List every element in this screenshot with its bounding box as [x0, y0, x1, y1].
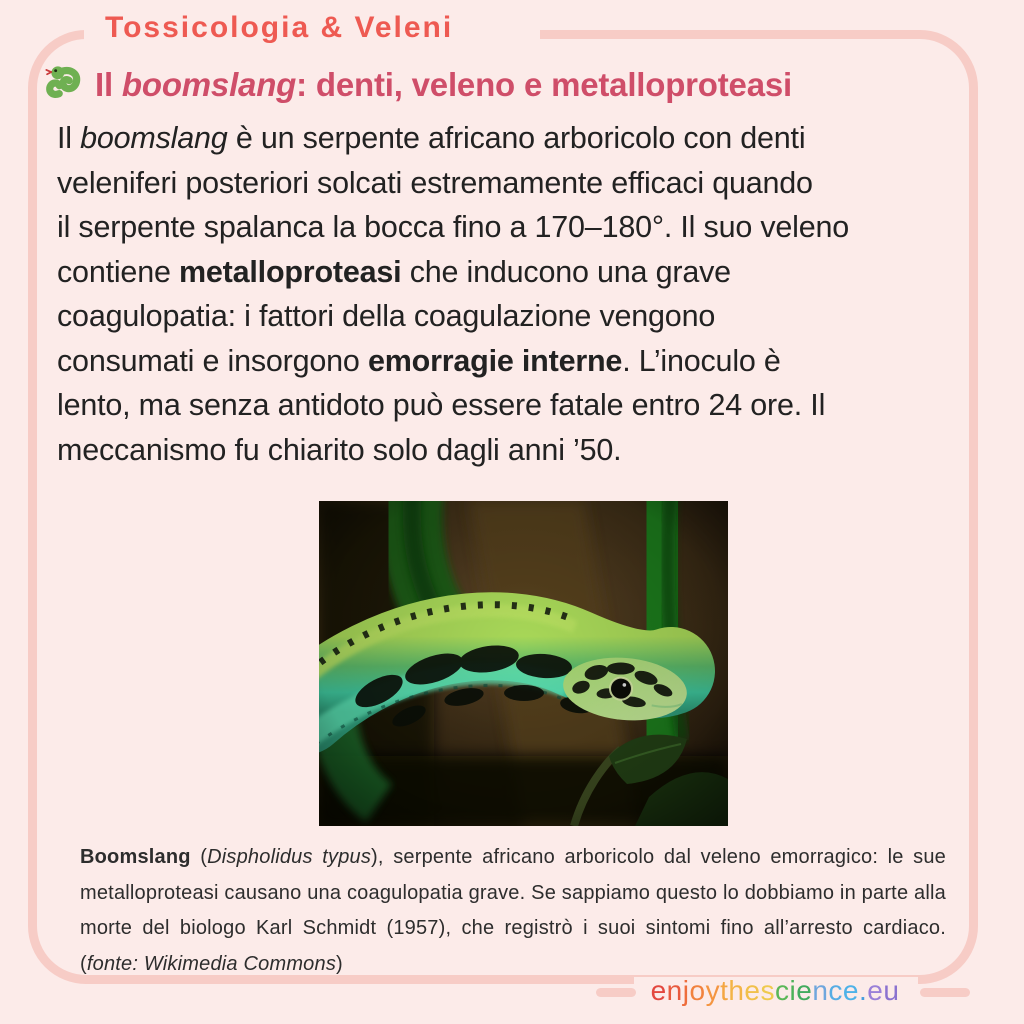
headline	[42, 62, 792, 108]
logo-letter: .	[858, 975, 868, 1006]
body-paragraph	[57, 116, 992, 472]
logo-letter: y	[705, 975, 721, 1006]
text-segment: lento, ma senza antidoto può essere fatale entro 24 ore. Il	[57, 388, 826, 422]
logo-letter: e	[744, 975, 761, 1006]
text-segment: Il	[57, 121, 81, 155]
text-segment: Boomslang	[80, 846, 191, 868]
text-segment: (	[190, 846, 208, 868]
logo-letter: u	[883, 975, 900, 1006]
logo-letter: e	[650, 975, 667, 1006]
site-logo	[640, 975, 910, 1007]
headline-text: Il boomslang: denti, veleno e metalloproteasi	[95, 66, 792, 104]
text-segment: boomslang	[80, 121, 228, 155]
logo-letter: e	[842, 975, 859, 1006]
text-segment: ), serpente africano arboricolo dal veleno emorragico: le sue metalloproteasi causano una coagulopatia grave. Se sappiamo questo lo dobbiamo in parte alla morte del biologo Karl Schmidt (1957), che registrò i suoi sintomi fino all’arresto cardiaco. (	[80, 846, 946, 975]
footer-dash-left	[596, 988, 636, 997]
text-segment: il serpente spalanca la bocca fino a 170–180°. Il suo veleno	[57, 210, 850, 244]
text-segment: emorragie interne	[367, 343, 623, 378]
logo-letter: j	[682, 975, 690, 1006]
logo-letter: c	[775, 975, 790, 1006]
text-segment: Dispholidus typus	[207, 846, 372, 868]
logo-letter: i	[789, 975, 797, 1006]
logo-letter: h	[728, 975, 745, 1006]
footer-dash-right	[920, 988, 970, 997]
text-segment: )	[336, 952, 343, 975]
text-segment: è un serpente africano arboricolo con denti	[227, 121, 806, 155]
text-segment: metalloproteasi	[179, 254, 402, 289]
text-segment: . L’inoculo è	[622, 343, 781, 378]
logo-letter: t	[720, 975, 729, 1006]
text-segment: fonte: Wikimedia Commons	[86, 952, 337, 975]
text-segment: contiene	[57, 254, 179, 289]
photo-caption	[80, 840, 946, 982]
logo-letter: e	[867, 975, 884, 1006]
logo-letter: e	[796, 975, 813, 1006]
logo-letter: s	[760, 975, 775, 1006]
snake-photo	[319, 501, 728, 826]
text-segment: che inducono una grave	[401, 254, 731, 289]
logo-letter: c	[828, 975, 843, 1006]
text-segment: veleniferi posteriori solcati estremamente efficaci quando	[57, 165, 813, 200]
logo-letter: o	[689, 975, 706, 1006]
logo-letter: n	[812, 975, 829, 1006]
text-segment: coagulopatia: i fattori della coagulazione vengono	[57, 299, 716, 333]
logo-letter: n	[666, 975, 683, 1006]
snake-icon	[42, 62, 88, 108]
text-segment: meccanismo fu chiarito solo dagli anni ’50.	[57, 432, 622, 467]
text-segment: consumati e insorgono	[57, 343, 368, 378]
category-title: Tossicologia & Veleni	[105, 11, 454, 44]
